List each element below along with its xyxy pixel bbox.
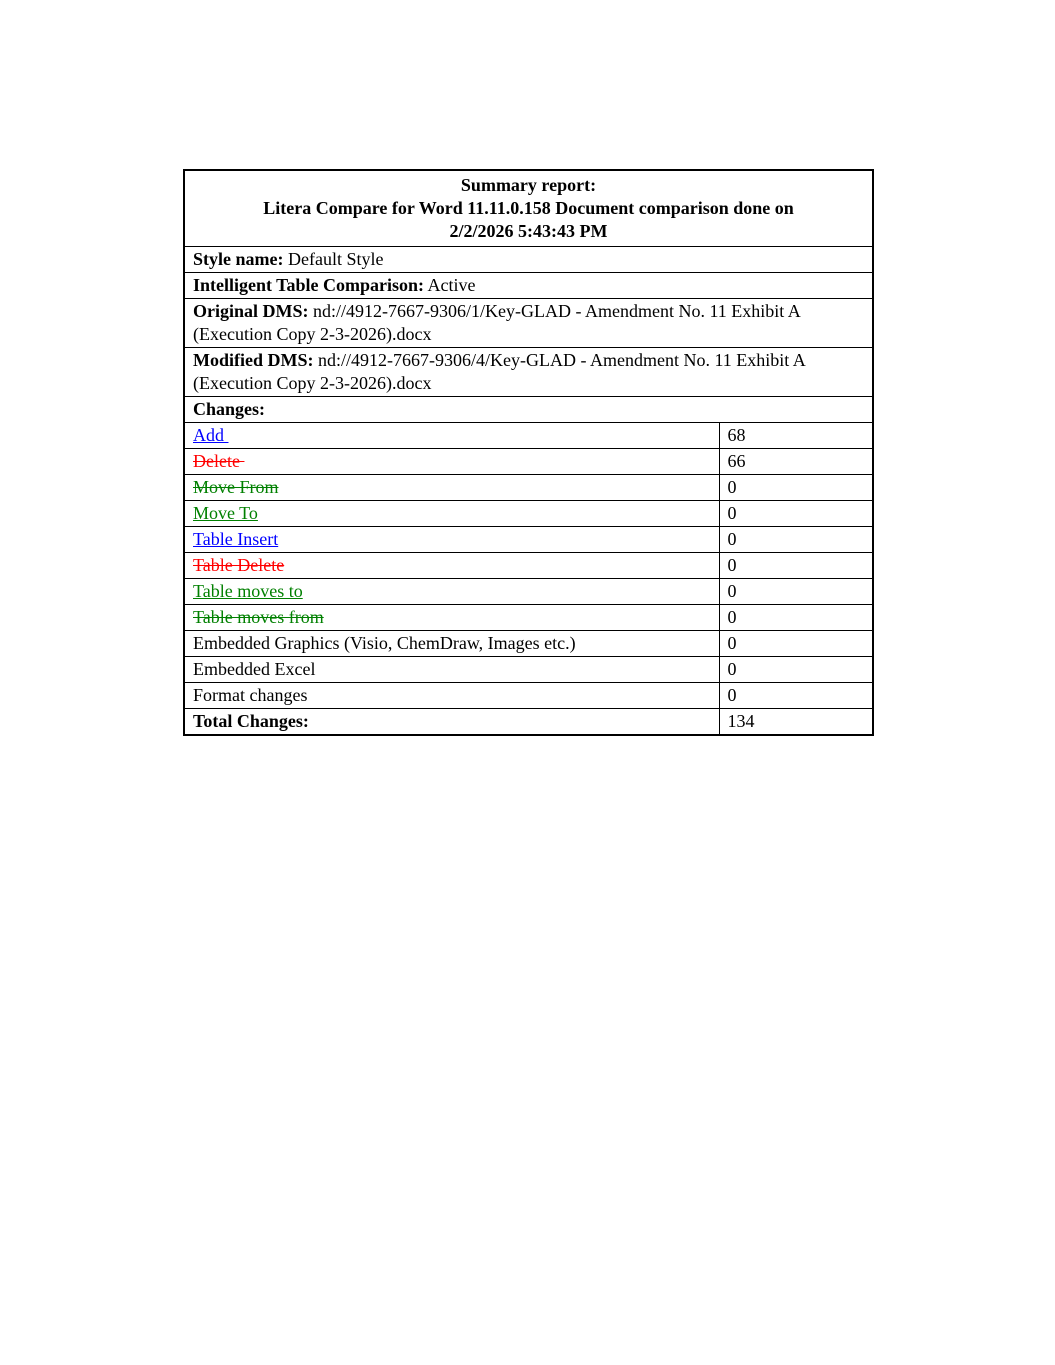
change-type-table-moves-from: Table moves from: [193, 607, 324, 627]
changes-section-label: Changes:: [184, 397, 873, 423]
table-row-format-changes: [184, 683, 873, 709]
change-type-total-changes: Total Changes:: [193, 711, 309, 731]
change-count-table-delete: 0: [719, 553, 873, 579]
table-row-add: [184, 423, 873, 449]
style-name-value: Default Style: [287, 249, 384, 269]
change-count-embedded-graphics: 0: [719, 631, 873, 657]
report-subtitle-line1: Litera Compare for Word 11.11.0.158 Document comparison done on: [263, 198, 794, 218]
table-row-move-to: [184, 501, 873, 527]
report-title: Summary report:: [460, 175, 597, 195]
table-row-delete: [184, 449, 873, 475]
report-header-cell: [184, 170, 873, 247]
change-type-embedded-graphics: Embedded Graphics (Visio, ChemDraw, Images etc.): [193, 633, 576, 653]
original-dms-value: nd://4912-7667-9306/1/Key-GLAD - Amendment No. 11 Exhibit A (Execution Copy 2-3-2026).docx: [193, 301, 800, 344]
table-row-table-moves-from: [184, 605, 873, 631]
change-count-embedded-excel: 0: [719, 657, 873, 683]
table-row-embedded-excel: [184, 657, 873, 683]
modified-dms-label: Modified DMS:: [193, 350, 314, 370]
change-count-table-insert: 0: [719, 527, 873, 553]
modified-dms-value: nd://4912-7667-9306/4/Key-GLAD - Amendment No. 11 Exhibit A (Execution Copy 2-3-2026).docx: [193, 350, 805, 393]
change-type-table-delete: Table Delete: [193, 555, 285, 575]
change-count-table-moves-to: 0: [719, 579, 873, 605]
table-row-modified-dms: [184, 348, 873, 397]
change-type-cell: [184, 579, 719, 605]
change-type-format-changes: Format changes: [193, 685, 308, 705]
table-row-embedded-graphics: [184, 631, 873, 657]
change-type-cell: [184, 501, 719, 527]
table-row-total-changes: [184, 709, 873, 736]
change-count-table-moves-from: 0: [719, 605, 873, 631]
change-type-cell: [184, 553, 719, 579]
change-type-move-to: Move To: [193, 503, 258, 523]
table-row-table-moves-to: [184, 579, 873, 605]
change-type-move-from: Move From: [193, 477, 279, 497]
style-name-cell: [184, 247, 873, 273]
table-row-intelligent-comparison: [184, 273, 873, 299]
change-type-cell: [184, 709, 719, 736]
change-count-format-changes: 0: [719, 683, 873, 709]
change-type-cell: [184, 475, 719, 501]
change-type-delete: Delete: [193, 451, 245, 471]
table-row-original-dms: [184, 299, 873, 348]
table-row-table-insert: [184, 527, 873, 553]
style-name-label: Style name:: [193, 249, 284, 269]
original-dms-cell: [184, 299, 873, 348]
change-type-cell: [184, 605, 719, 631]
change-type-add: Add: [193, 425, 229, 445]
change-count-move-from: 0: [719, 475, 873, 501]
intelligent-comparison-value: Active: [427, 275, 476, 295]
table-row-header: [184, 170, 873, 247]
change-count-total-changes: 134: [719, 709, 873, 736]
table-row-changes-header: [184, 397, 873, 423]
table-row-style-name: [184, 247, 873, 273]
table-row-table-delete: [184, 553, 873, 579]
original-dms-label: Original DMS:: [193, 301, 309, 321]
change-type-cell: [184, 449, 719, 475]
comparison-summary-table: [183, 169, 874, 736]
change-type-cell: [184, 683, 719, 709]
change-count-delete: 66: [719, 449, 873, 475]
change-type-table-insert: Table Insert: [193, 529, 279, 549]
intelligent-comparison-cell: [184, 273, 873, 299]
change-count-move-to: 0: [719, 501, 873, 527]
change-count-add: 68: [719, 423, 873, 449]
change-type-table-moves-to: Table moves to: [193, 581, 303, 601]
change-type-cell: [184, 657, 719, 683]
intelligent-comparison-label: Intelligent Table Comparison:: [193, 275, 425, 295]
modified-dms-cell: [184, 348, 873, 397]
table-row-move-from: [184, 475, 873, 501]
change-type-cell: [184, 423, 719, 449]
change-type-embedded-excel: Embedded Excel: [193, 659, 316, 679]
change-type-cell: [184, 631, 719, 657]
change-type-cell: [184, 527, 719, 553]
report-subtitle-line2: 2/2/2026 5:43:43 PM: [449, 221, 608, 241]
